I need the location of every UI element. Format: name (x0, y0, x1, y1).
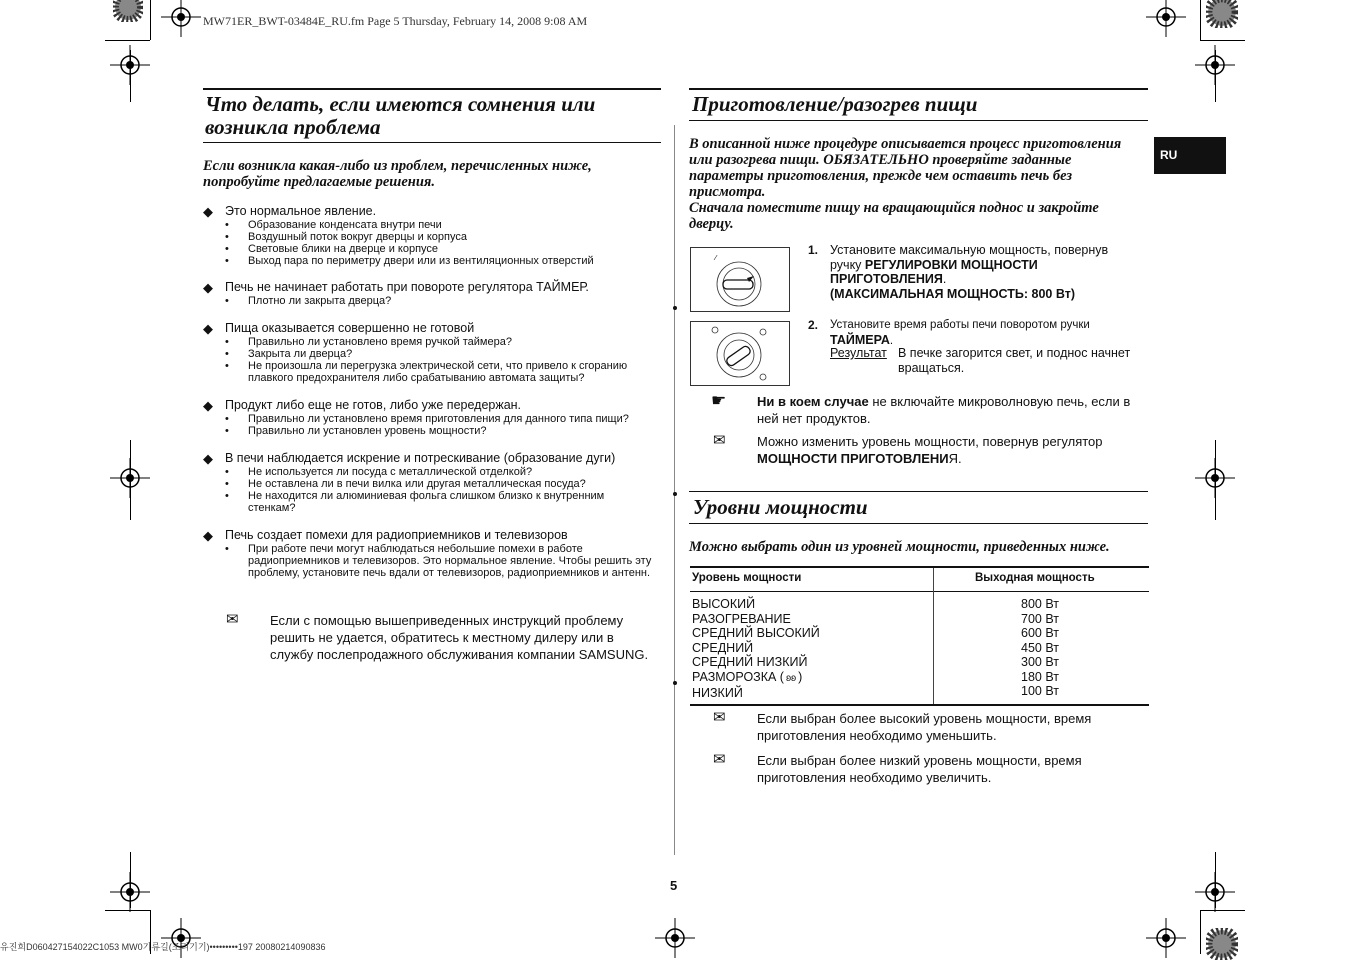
file-header: MW71ER_BWT-03484E_RU.fm Page 5 Thursday, February 14, 2008 9:08 AM (203, 14, 588, 28)
note-icon: ✉ (713, 432, 726, 449)
step-2-text: Установите время работы печи поворотом ручки ТАЙМЕРА. (830, 319, 1090, 347)
diamond-icon: ◆ (203, 321, 213, 336)
title-rule-bottom (689, 120, 1148, 121)
bullet-item: Не оставлена ли в печи вилка или другая металлическая посуда? (248, 478, 586, 490)
bullet-item: Правильно ли установлено время ручкой таймера? (248, 336, 512, 348)
registration-mark-icon (110, 458, 150, 498)
color-wheel-icon (113, 0, 143, 22)
bullet-item: При работе печи могут наблюдаться небольшие помехи в работе радиоприемников и телевизоров. Это нормальное явление. Чтобы решить эту проблему, установите печь вдали от телевизоров, радиоприемников и антенн. (248, 543, 652, 579)
color-wheel-icon (1206, 928, 1238, 960)
title-rule-top (689, 88, 1148, 90)
troubleshooting-intro: Если возникла какая-либо из проблем, перечисленных ниже, попробуйте предлагаемые решения. (203, 158, 592, 190)
bullet-item: Правильно ли установлено время приготовления для данного типа пищи? (248, 413, 629, 425)
page-number: 5 (670, 878, 678, 893)
registration-mark-icon (1195, 458, 1235, 498)
bullet-item: Выход пара по периметру двери или из вентиляционных отверстий (248, 255, 594, 267)
table-cell: НИЗКИЙ (692, 686, 743, 700)
language-badge: RU (1154, 137, 1226, 174)
bullet-item: Плотно ли закрыта дверца? (248, 295, 392, 307)
table-cell: СРЕДНИЙ НИЗКИЙ (692, 655, 808, 669)
power-levels-table (690, 566, 1149, 706)
bullet-item: Не находится ли алюминиевая фольга слишком близко к внутренним стенкам? (248, 490, 605, 514)
bullet-item: Закрыта ли дверца? (248, 348, 353, 360)
center-dot (673, 492, 677, 496)
power-change-note: Можно изменить уровень мощности, повернув регулятор МОЩНОСТИ ПРИГОТОВЛЕНИЯ. (757, 434, 1103, 466)
bullet-item: Правильно ли установлен уровень мощности? (248, 425, 487, 437)
bullet-heading: Пища оказывается совершенно не готовой (225, 321, 475, 335)
color-wheel-icon (1206, 0, 1238, 28)
bullet-block: ◆ Продукт либо еще не готов, либо уже передержан. • Правильно ли установлено время приготовления для данного типа пищи? • Правильно ли установлен уровень мощности? (203, 398, 629, 437)
crop-line (1200, 0, 1201, 40)
level-column (692, 597, 820, 701)
bullet-heading: Продукт либо еще не готов, либо уже передержан. (225, 398, 522, 412)
bullet-item: Световые блики на дверце и корпусе (248, 243, 439, 255)
title-rule-bottom (203, 142, 661, 143)
step-2-result-text: В печке загорится свет, и поднос начнет вращаться. (898, 346, 1131, 375)
diamond-icon: ◆ (203, 398, 213, 413)
bullet-item: Воздушный поток вокруг дверцы и корпуса (248, 231, 467, 243)
output-column (1021, 597, 1059, 699)
step-1-text: Установите максимальную мощность, повернув ручку РЕГУЛИРОВКИ МОЩНОСТИ ПРИГОТОВЛЕНИЯ. (МАКСИМАЛЬНАЯ МОЩНОСТЬ: 800 Вт) (830, 243, 1109, 301)
title-rule-top (203, 88, 661, 90)
bullet-heading: Печь не начинает работать при повороте регулятора ТАЙМЕР. (225, 280, 589, 294)
registration-mark-icon (110, 45, 150, 85)
table-cell: 700 Вт (1021, 611, 1059, 626)
registration-mark-icon (110, 872, 150, 912)
note-icon: ✉ (713, 751, 726, 768)
cooking-intro: В описанной ниже процедуре описывается процесс приготовления или разогрева пищи. ОБЯЗАТЕЛЬНО проверяйте заданные параметры приготовления, прежде чем оставить печь без присмотра. (689, 136, 1122, 200)
center-dot (673, 306, 677, 310)
step-2-number: 2. (808, 318, 819, 332)
diamond-icon: ◆ (203, 451, 213, 466)
registration-mark-icon (1195, 45, 1235, 85)
bullet-block: ◆ Печь создает помехи для радиоприемников и телевизоров • При работе печи могут наблюдаться небольшие помехи в работе радиоприемников и телевизоров. Это нормальное явление. Чтобы решить эту проблему, установите печь вдали от телевизоров, радиоприемников и антенн. (203, 528, 652, 579)
table-cell: СРЕДНИЙ (692, 640, 754, 655)
table-cell: 300 Вт (1021, 655, 1059, 669)
power-levels-title: Уровни мощности (693, 495, 868, 519)
crop-line (1200, 910, 1201, 954)
defrost-icon: ʚʚ (785, 672, 797, 684)
diamond-icon: ◆ (203, 280, 213, 295)
step-2-result-label: Результат (830, 346, 887, 360)
registration-mark-icon (161, 0, 201, 37)
diamond-icon: ◆ (203, 528, 213, 543)
bullet-item: Не используется ли посуда с металлической отделкой? (248, 466, 533, 478)
power-dial-diagram (690, 247, 790, 312)
col-header-level: Уровень мощности (692, 572, 802, 584)
table-cell: РАЗОГРЕВАНИЕ (692, 611, 791, 626)
service-note: Если с помощью вышеприведенных инструкций проблему решить не удается, обратитесь к местному дилеру или в службу послепродажного обслуживания компании SAMSUNG. (270, 613, 649, 662)
diamond-icon: ◆ (203, 204, 213, 219)
col-header-output: Выходная мощность (975, 572, 1095, 584)
registration-mark-icon (655, 918, 695, 958)
bullet-block: ◆ Печь не начинает работать при повороте регулятора ТАЙМЕР. • Плотно ли закрыта дверца? (203, 280, 589, 307)
timer-dial-diagram (690, 321, 790, 386)
svg-text:⁄: ⁄ (715, 254, 717, 262)
crop-line (1200, 40, 1245, 41)
bullet-item: Не произошла ли перегрузка электрической сети, что привело к сгоранию плавкого предохранителя либо срабатыванию автомата защиты? (248, 360, 628, 384)
title-rule-top (689, 491, 1148, 492)
crop-line (150, 0, 151, 40)
higher-power-note: Если выбран более высокий уровень мощности, время приготовления необходимо уменьшить. (757, 711, 1092, 743)
bullet-heading: Печь создает помехи для радиоприемников и телевизоров (225, 528, 568, 542)
table-cell: 450 Вт (1021, 640, 1059, 655)
bullet-block: ◆ Пища оказывается совершенно не готовой • Правильно ли установлено время ручкой таймера? • Закрыта ли дверца? • Не произошла ли перегрузка электрической сети, что привело к сгоранию плавкого предохранителя либо срабатыванию автомата защиты? (203, 321, 628, 384)
bullet-block: ◆ Это нормальное явление. • Образование конденсата внутри печи • Воздушный поток вокруг дверцы и корпуса • Световые блики на дверце и корпусе • Выход пара по периметру двери или из вентиляционных отверстий (203, 204, 594, 267)
bullet-item: Образование конденсата внутри печи (248, 219, 442, 231)
table-cell: РАЗМОРОЗКА ( ʚʚ ) (692, 669, 803, 684)
print-footer: 유진희D060427154022C1053 MW0기류길(조리기기)•••••••••197 20080214090836 (0, 942, 326, 952)
registration-mark-icon (1195, 872, 1235, 912)
lower-power-note: Если выбран более низкий уровень мощности, время приготовления необходимо увеличить. (757, 753, 1082, 785)
title-rule-bottom (689, 523, 1148, 524)
warning-note: Ни в коем случае не включайте микроволновую печь, если в ней нет продуктов. (757, 394, 1131, 426)
table-cell: ВЫСОКИЙ (692, 597, 756, 611)
note-icon: ✉ (226, 611, 239, 628)
table-cell: 180 Вт (1021, 669, 1059, 684)
power-levels-intro: Можно выбрать один из уровней мощности, приведенных ниже. (689, 539, 1110, 555)
table-cell: 100 Вт (1021, 684, 1059, 698)
note-icon: ✉ (713, 709, 726, 726)
pointer-icon: ☛ (711, 391, 727, 410)
registration-mark-icon (1146, 0, 1186, 37)
troubleshooting-title: Что делать, если имеются сомнения или возникла проблема (205, 92, 596, 139)
step-1-number: 1. (808, 243, 819, 257)
cooking-intro-2: Сначала поместите пищу на вращающийся поднос и закройте дверцу. (689, 200, 1099, 232)
registration-mark-icon (1146, 918, 1186, 958)
column-divider (674, 125, 675, 855)
center-dot (673, 681, 677, 685)
bullet-block: ◆ В печи наблюдается искрение и потрескивание (образование дуги) • Не используется ли посуда с металлической отделкой? • Не оставлена ли в печи вилка или другая металлическая посуда? • Не находится ли алюминиевая фольга слишком близко к внутренним стенкам? (203, 451, 616, 514)
crop-line (105, 40, 150, 41)
bullet-heading: В печи наблюдается искрение и потрескивание (образование дуги) (225, 451, 616, 465)
table-cell: СРЕДНИЙ ВЫСОКИЙ (692, 626, 820, 640)
bullet-heading: Это нормальное явление. (225, 204, 377, 218)
table-cell: 600 Вт (1021, 626, 1059, 640)
table-cell: 800 Вт (1021, 597, 1059, 611)
cooking-title: Приготовление/разогрев пищи (692, 92, 978, 116)
